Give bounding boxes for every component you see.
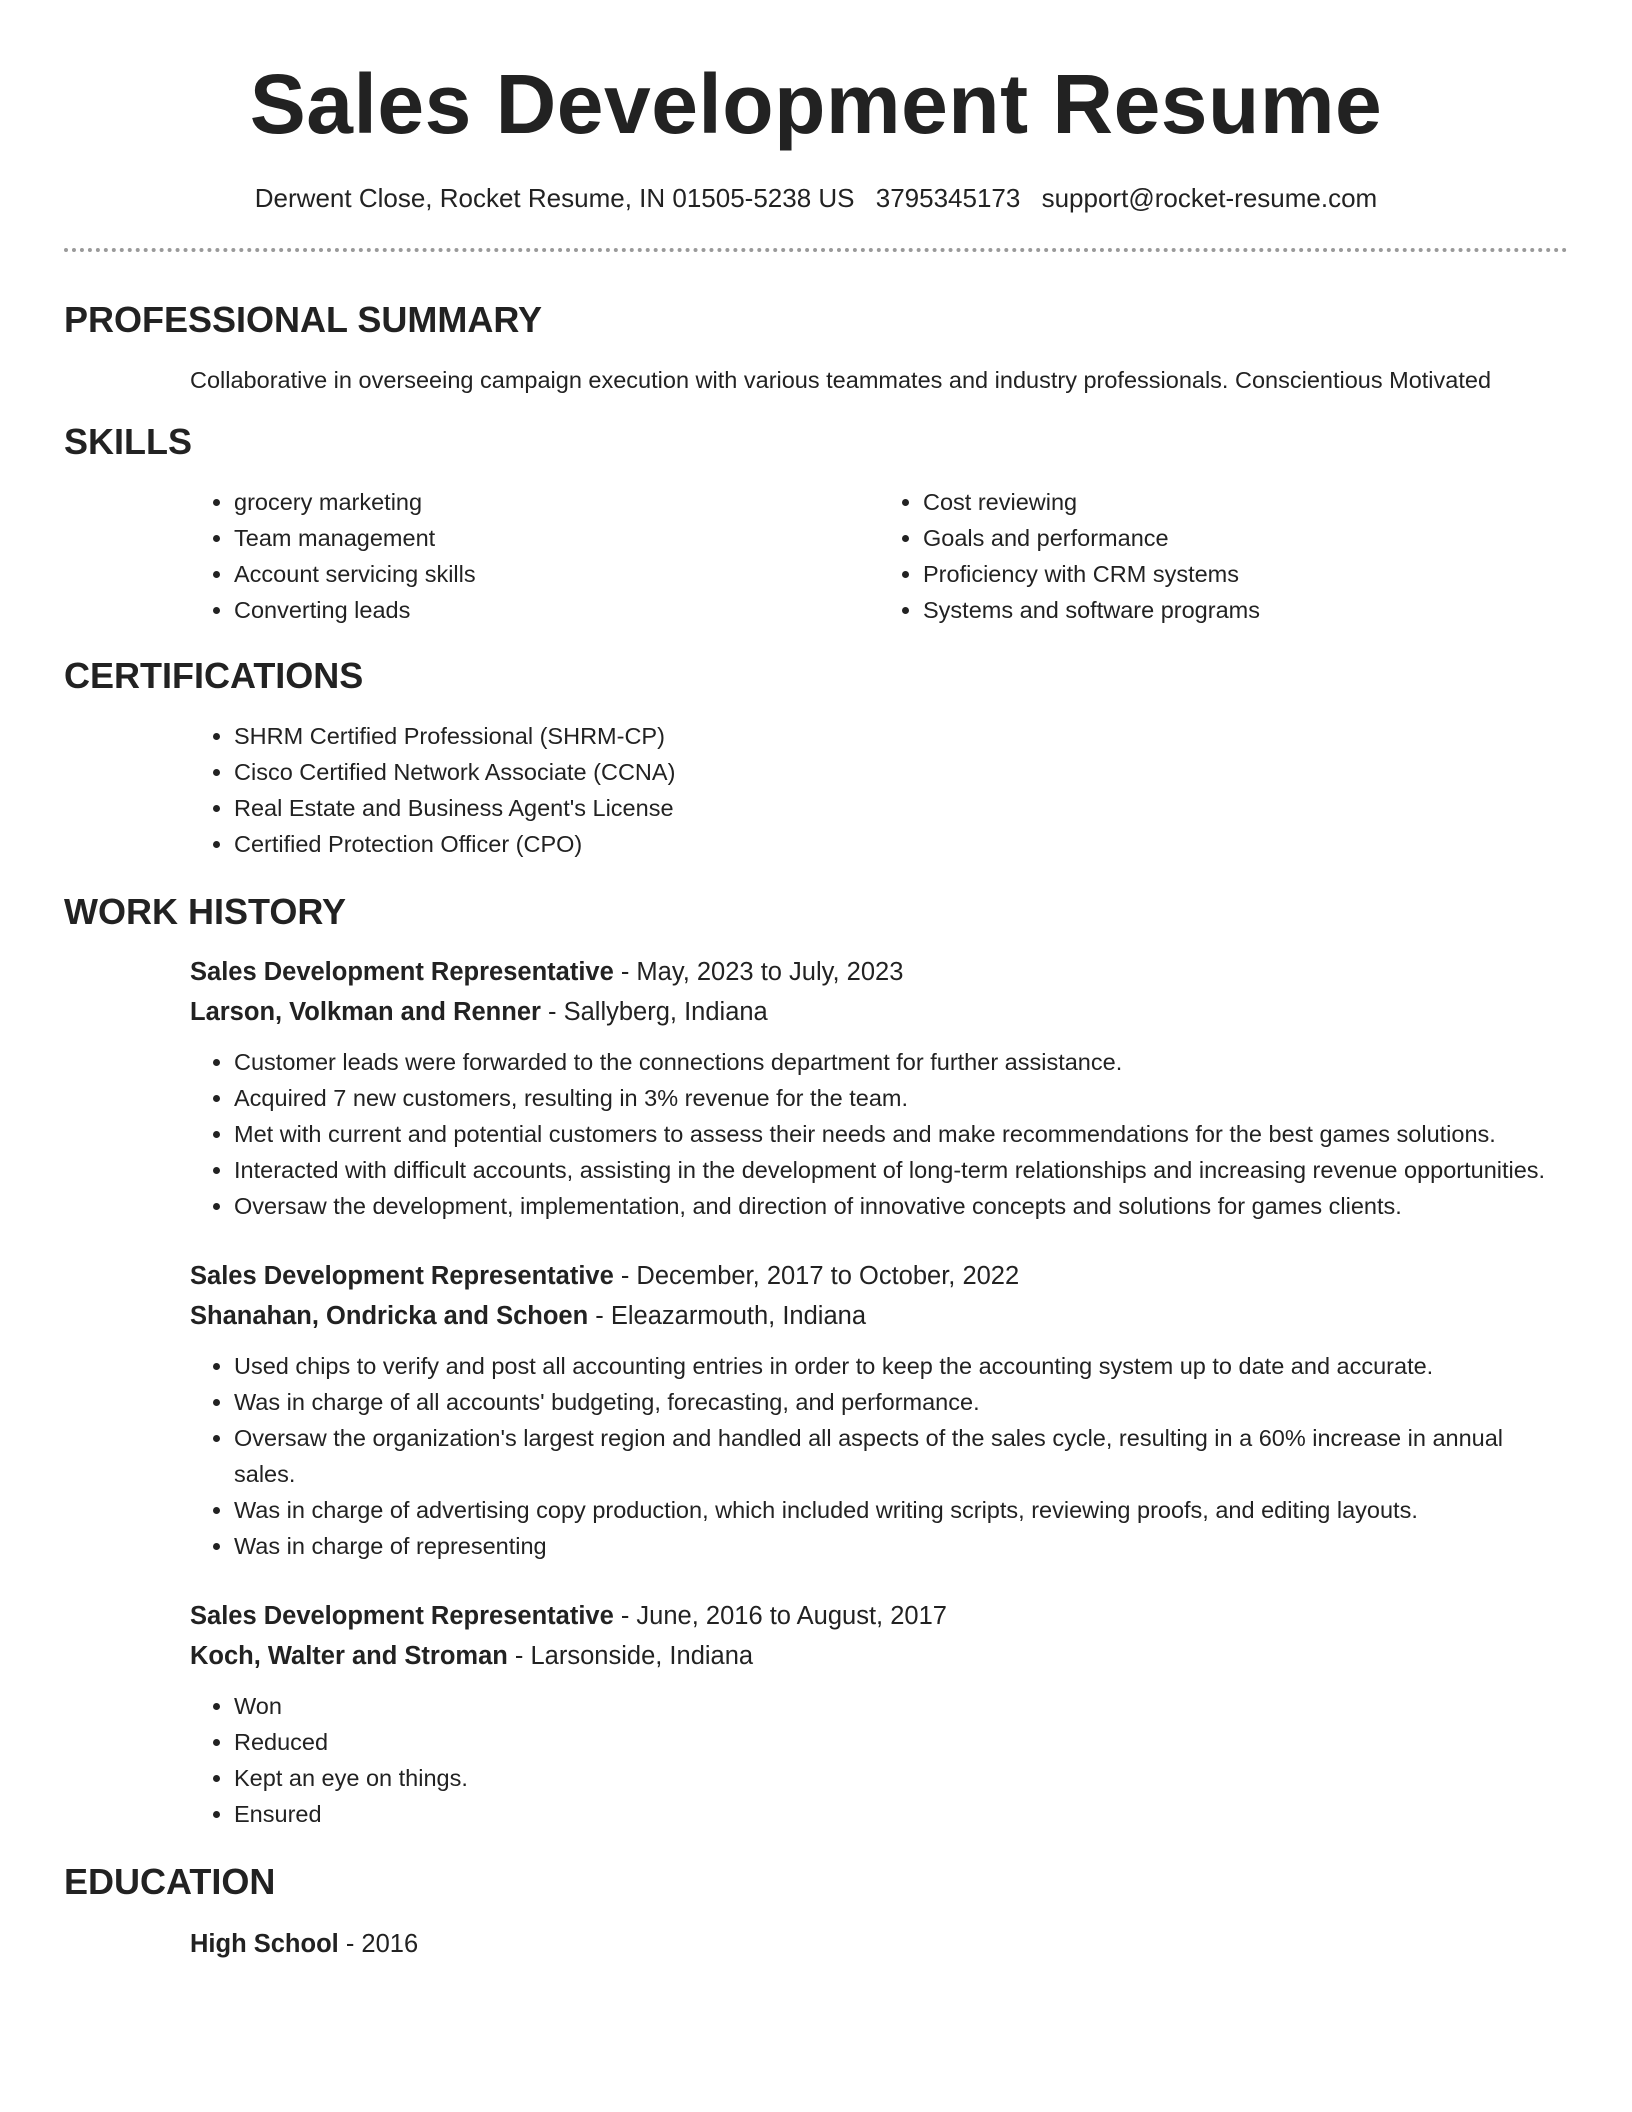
list-item: • Systems and software programs — [923, 592, 1568, 628]
certifications-section — [64, 654, 1568, 862]
list-item: • grocery marketing — [234, 484, 879, 520]
list-item: • Team management — [234, 520, 879, 556]
list-item: • Reduced — [234, 1724, 1568, 1760]
list-item: • Acquired 7 new customers, resulting in 3% revenue for the team. — [234, 1080, 1568, 1116]
contact-phone: 3795345173 — [875, 183, 1021, 213]
list-item: • Certified Protection Officer (CPO) — [234, 826, 1568, 862]
list-item: • Kept an eye on things. — [234, 1760, 1568, 1796]
job-entry — [190, 954, 1568, 1224]
job-company-line — [190, 1298, 1568, 1334]
list-item: • Cisco Certified Network Associate (CCNA) — [234, 754, 1568, 790]
job-entry — [190, 1598, 1568, 1832]
work-history-heading: WORK HISTORY — [64, 891, 347, 932]
certifications-heading: CERTIFICATIONS — [64, 655, 364, 696]
summary-heading: PROFESSIONAL SUMMARY — [64, 299, 543, 340]
skills-columns — [190, 484, 1568, 628]
contact-email: support@rocket-resume.com — [1041, 183, 1378, 213]
list-item: • Converting leads — [234, 592, 879, 628]
list-item: • Ensured — [234, 1796, 1568, 1832]
list-item: • Goals and performance — [923, 520, 1568, 556]
job-bullets — [190, 1688, 1568, 1832]
job-company: Shanahan, Ondricka and Schoen — [190, 1302, 589, 1330]
job-company-line — [190, 1638, 1568, 1674]
list-item: • Customer leads were forwarded to the connections department for further assistance. — [234, 1044, 1568, 1080]
work-history-section — [64, 890, 1568, 1832]
certifications-list — [190, 718, 1568, 862]
summary-text: Collaborative in overseeing campaign execution with various teammates and industry professionals. Conscientious Motivated — [190, 367, 1492, 393]
summary-section — [64, 298, 1568, 398]
skills-heading: SKILLS — [64, 421, 193, 462]
education-degree: High School — [190, 1930, 339, 1958]
job-company: Larson, Volkman and Renner — [190, 998, 541, 1026]
page-title: Sales Development Resume — [249, 57, 1383, 151]
job-company-line — [190, 994, 1568, 1030]
job-company: Koch, Walter and Stroman — [190, 1642, 508, 1670]
list-item: • Used chips to verify and post all accounting entries in order to keep the accounting system up to date and accurate. — [234, 1348, 1568, 1384]
job-title-line — [190, 1598, 1568, 1634]
header-divider — [64, 248, 1568, 252]
list-item: • SHRM Certified Professional (SHRM-CP) — [234, 718, 1568, 754]
list-item: • Met with current and potential customers to assess their needs and make recommendations for the best games solutions. — [234, 1116, 1568, 1152]
contact-line — [64, 182, 1568, 214]
job-title-line — [190, 1258, 1568, 1294]
job-location: - Larsonside, Indiana — [507, 1642, 754, 1670]
job-title-line — [190, 954, 1568, 990]
resume-page — [64, 0, 1568, 1962]
skills-list-left — [190, 484, 879, 628]
job-bullets — [190, 1348, 1568, 1564]
list-item: • Oversaw the development, implementation, and direction of innovative concepts and solutions for games clients. — [234, 1188, 1568, 1224]
job-location: - Sallyberg, Indiana — [540, 998, 768, 1026]
job-dates: - May, 2023 to July, 2023 — [613, 958, 904, 986]
education-line — [190, 1926, 1568, 1962]
job-entry — [190, 1258, 1568, 1564]
list-item: • Cost reviewing — [923, 484, 1568, 520]
list-item: • Proficiency with CRM systems — [923, 556, 1568, 592]
list-item: • Was in charge of representing — [234, 1528, 1568, 1564]
job-location: - Eleazarmouth, Indiana — [588, 1302, 867, 1330]
skills-section — [64, 420, 1568, 628]
education-year: - 2016 — [338, 1930, 419, 1958]
list-item: • Real Estate and Business Agent's License — [234, 790, 1568, 826]
job-title: Sales Development Representative — [190, 958, 614, 986]
job-title: Sales Development Representative — [190, 1602, 614, 1630]
list-item: • Interacted with difficult accounts, assisting in the development of long-term relationships and increasing revenue opportunities. — [234, 1152, 1568, 1188]
list-item: • Was in charge of all accounts' budgeting, forecasting, and performance. — [234, 1384, 1568, 1420]
job-dates: - December, 2017 to October, 2022 — [613, 1262, 1020, 1290]
education-heading: EDUCATION — [64, 1861, 276, 1902]
list-item: • Was in charge of advertising copy production, which included writing scripts, reviewing proofs, and editing layouts. — [234, 1492, 1568, 1528]
job-dates: - June, 2016 to August, 2017 — [613, 1602, 947, 1630]
job-bullets — [190, 1044, 1568, 1224]
list-item: • Account servicing skills — [234, 556, 879, 592]
contact-address: Derwent Close, Rocket Resume, IN 01505-5238 US — [254, 183, 855, 213]
job-title: Sales Development Representative — [190, 1262, 614, 1290]
list-item: • Won — [234, 1688, 1568, 1724]
education-section — [64, 1860, 1568, 1962]
list-item: • Oversaw the organization's largest region and handled all aspects of the sales cycle, resulting in a 60% increase in annual sales. — [234, 1420, 1568, 1492]
skills-list-right — [879, 484, 1568, 628]
